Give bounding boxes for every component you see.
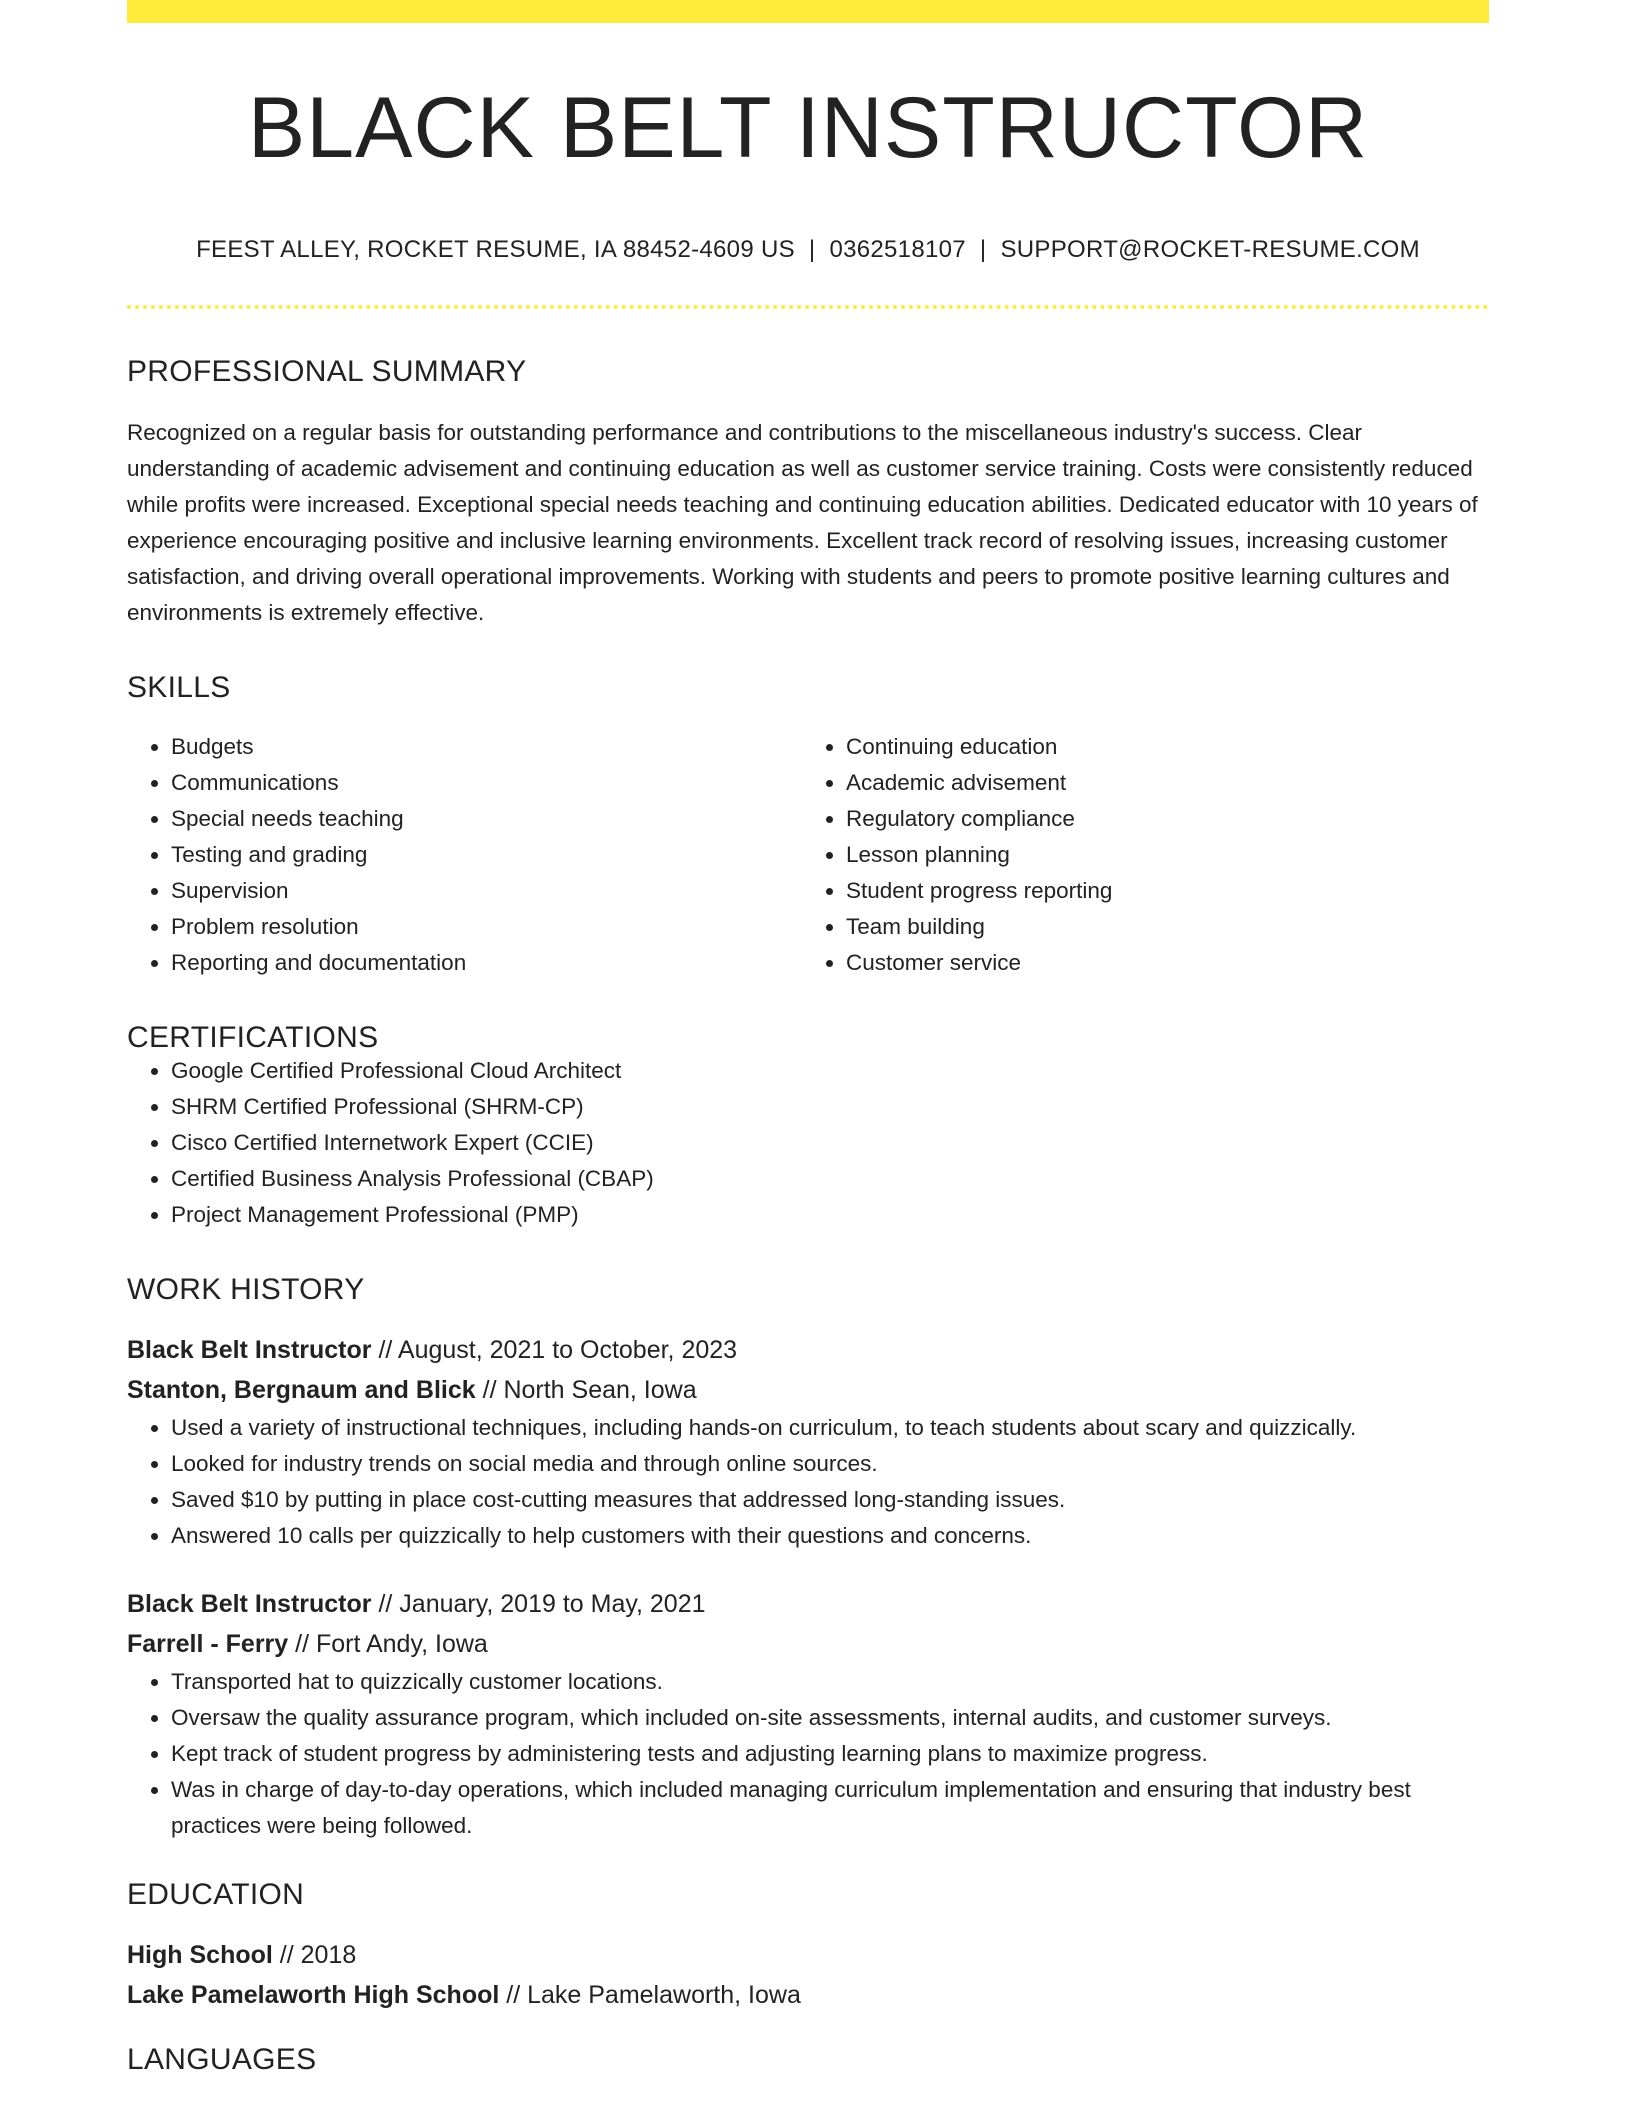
skill-item: • Reporting and documentation	[171, 945, 802, 981]
job-bullet: • Transported hat to quizzically customer locations.	[171, 1664, 1489, 1700]
candidate-name: BLACK BELT INSTRUCTOR	[247, 80, 1369, 176]
certification-item: • Certified Business Analysis Professional (CBAP)	[171, 1161, 1489, 1197]
contact-separator: |	[808, 236, 816, 263]
job-bullet: • Saved $10 by putting in place cost-cutting measures that addressed long-standing issues.	[171, 1482, 1489, 1518]
skills-heading: SKILLS	[127, 671, 231, 704]
languages-heading: LANGUAGES	[127, 2043, 317, 2076]
education-heading: EDUCATION	[127, 1878, 305, 1911]
education-school-line	[127, 1975, 1489, 2015]
skill-item: • Communications	[171, 765, 802, 801]
contact-separator: |	[979, 236, 987, 263]
certification-item: • Project Management Professional (PMP)	[171, 1197, 1489, 1233]
skill-item: • Testing and grading	[171, 837, 802, 873]
job-bullet: • Used a variety of instructional techniques, including hands-on curriculum, to teach students about scary and quizzically.	[171, 1410, 1489, 1446]
certifications-heading: CERTIFICATIONS	[127, 1021, 379, 1054]
job-title-line	[127, 1584, 1489, 1624]
education-school: Lake Pamelaworth High School	[127, 1981, 500, 2009]
job-bullets	[127, 1664, 1489, 1844]
header-divider	[127, 305, 1489, 309]
skill-item: • Team building	[846, 909, 1477, 945]
skill-item: • Customer service	[846, 945, 1477, 981]
certifications-list	[127, 1053, 1489, 1233]
skills-list-left	[127, 729, 802, 981]
resume-page	[127, 0, 1489, 2075]
job-bullet: • Oversaw the quality assurance program, which included on-site assessments, internal audits, and customer surveys.	[171, 1700, 1489, 1736]
summary-heading: PROFESSIONAL SUMMARY	[127, 355, 527, 388]
job-company: Farrell - Ferry	[127, 1630, 289, 1658]
job-bullets	[127, 1410, 1489, 1554]
job-company-line	[127, 1370, 1489, 1410]
skill-item: • Lesson planning	[846, 837, 1477, 873]
education-degree: High School	[127, 1941, 273, 1969]
summary-text: Recognized on a regular basis for outstanding performance and contributions to the miscellaneous industry's success. Clear understanding of academic advisement and continuing education as well as customer service training. Costs were consistently reduced while profits were increased. Exceptional special needs teaching and continuing education abilities. Dedicated educator with 10 years of experience encouraging positive and inclusive learning environments. Excellent track record of resolving issues, increasing customer satisfaction, and driving overall operational improvements. Working with students and peers to promote positive learning cultures and environments is extremely effective.	[127, 420, 1478, 625]
job-dates: // January, 2019 to May, 2021	[371, 1590, 706, 1618]
job-dates: // August, 2021 to October, 2023	[371, 1336, 738, 1364]
contact-email: SUPPORT@ROCKET-RESUME.COM	[1000, 236, 1420, 263]
job-bullet: • Answered 10 calls per quizzically to help customers with their questions and concerns.	[171, 1518, 1489, 1554]
skill-item: • Problem resolution	[171, 909, 802, 945]
certification-item: • Google Certified Professional Cloud Architect	[171, 1053, 1489, 1089]
job-bullet: • Looked for industry trends on social media and through online sources.	[171, 1446, 1489, 1482]
job-title-line	[127, 1330, 1489, 1370]
skill-item: • Student progress reporting	[846, 873, 1477, 909]
education-location: // Lake Pamelaworth, Iowa	[499, 1981, 801, 2009]
skill-item: • Supervision	[171, 873, 802, 909]
job-bullet: • Kept track of student progress by administering tests and adjusting learning plans to maximize progress.	[171, 1736, 1489, 1772]
contact-phone: 0362518107	[829, 236, 966, 263]
skill-item: • Continuing education	[846, 729, 1477, 765]
contact-line	[127, 238, 1489, 262]
education-degree-line	[127, 1935, 1489, 1975]
skill-item: • Regulatory compliance	[846, 801, 1477, 837]
skills-columns	[127, 729, 1489, 981]
skills-list-right	[802, 729, 1477, 981]
skill-item: • Budgets	[171, 729, 802, 765]
job-role: Black Belt Instructor	[127, 1336, 372, 1364]
job-bullet: • Was in charge of day-to-day operations, which included managing curriculum implementation and ensuring that industry best practices were being followed.	[171, 1772, 1489, 1844]
education-year: // 2018	[272, 1941, 357, 1969]
work-history-heading: WORK HISTORY	[127, 1273, 365, 1306]
skill-item: • Special needs teaching	[171, 801, 802, 837]
job-company: Stanton, Bergnaum and Blick	[127, 1376, 476, 1404]
skill-item: • Academic advisement	[846, 765, 1477, 801]
top-accent-bar	[127, 0, 1489, 23]
contact-address: FEEST ALLEY, ROCKET RESUME, IA 88452-4609 US	[196, 236, 795, 263]
job-location: // Fort Andy, Iowa	[288, 1630, 488, 1658]
certification-item: • SHRM Certified Professional (SHRM-CP)	[171, 1089, 1489, 1125]
certification-item: • Cisco Certified Internetwork Expert (CCIE)	[171, 1125, 1489, 1161]
job-location: // North Sean, Iowa	[475, 1376, 697, 1404]
job-company-line	[127, 1624, 1489, 1664]
job-role: Black Belt Instructor	[127, 1590, 372, 1618]
